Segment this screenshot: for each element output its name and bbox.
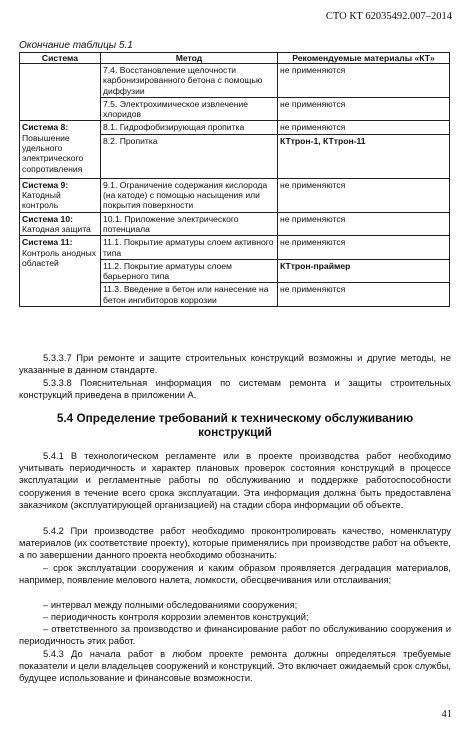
list-item: – периодичность контроля коррозии элементов конструкций; (43, 611, 309, 622)
system-cell (20, 64, 101, 121)
material-cell: не применяются (278, 236, 450, 260)
method-cell: 11.3. Введение в бетон или нанесение на бетон ингибиторов коррозии (101, 283, 278, 307)
method-cell: 9.1. Ограничение содержания кислорода (на катоде) с помощью насыщения или покрытия поверхности (101, 178, 278, 212)
material-product-name: КТтрон-1, КТтрон-11 (280, 135, 366, 146)
paragraph-5-4-1: 5.4.1 В технологическом регламенте или в проекте производства работ необходимо учитывать периодичность и характер плановых проверок состояния конструкций в процессе эксплуатации и регламентные работы по обслуживанию и поддержке работоспособности сооружения в течение всего срока эксплуатации. Эта информация должна быть предоставлена заказчиком (эксплуатирующей организацией) на стадии сбора информации об объекте. (19, 450, 451, 510)
method-cell: 8.2. Пропитка (101, 134, 278, 178)
list-item: – срок эксплуатации сооружения и каким образом проявляется деградация материалов, например, появление мелового налета, ломкости, обесцвечивания или отслаивания; (19, 562, 451, 586)
material-product-name: КТтрон-праймер (280, 260, 351, 271)
column-header-system: Система (20, 53, 101, 64)
material-cell (278, 134, 450, 178)
system-description: Повышение удельного электрического сопротивления (22, 132, 84, 174)
table-row (20, 236, 450, 260)
table-row (20, 121, 450, 134)
system-name: Система 11: (22, 237, 73, 248)
system-cell (20, 236, 101, 307)
material-cell: не применяются (278, 121, 450, 134)
table-header-row (20, 53, 450, 64)
material-cell (278, 259, 450, 283)
system-cell (20, 121, 101, 178)
paragraph-5-4-3: 5.4.3 До начала работ в любом проекте ремонта должны определяться требуемые показатели и цели владельцев сооружений и конструкций. Это включает ожидаемый срок службы, будущее использование и финансовые возможности. (19, 648, 451, 684)
method-cell: 11.2. Покрытие арматуры слоем барьерного типа (101, 259, 278, 283)
system-description: Контроль анодных областей (22, 247, 97, 268)
column-header-materials: Рекомендуемые материалы «КТ» (278, 53, 450, 64)
section-title: 5.4 Определение требований к техническому обслуживанию конструкций (56, 411, 414, 439)
document-code-header: СТО КТ 62035492.007–2014 (325, 11, 452, 22)
system-name: Система 10: (22, 213, 73, 224)
methods-table (19, 52, 450, 307)
method-cell: 7.5. Электрохимическое извлечение хлоридов (101, 97, 278, 121)
system-name: Система 9: (22, 179, 69, 190)
table-caption: Окончание таблицы 5.1 (19, 40, 133, 51)
page-number: 41 (441, 709, 452, 720)
paragraph-5-3-3-7: 5.3.3.7 При ремонте и защите строительных конструкций возможны и другие методы, не указанные в данном стандарте. (19, 352, 451, 376)
table-row (20, 64, 450, 98)
paragraph-5-3-3-8: 5.3.3.8 Пояснительная информация по системам ремонта и защиты строительных конструкций приведена в приложении А. (19, 377, 451, 401)
paragraph-5-4-2: 5.4.2 При производстве работ необходимо проконтролировать качество, номенклатуру материалов (их соответствие проекту), которые применялись при производстве работ на объекте, а по завершении данного проекта необходимо обозначить: (19, 525, 451, 561)
material-cell: не применяются (278, 283, 450, 307)
method-cell: 11.1. Покрытие арматуры слоем активного типа (101, 236, 278, 260)
system-description: Катодная защита (22, 223, 91, 234)
system-cell (20, 178, 101, 212)
column-header-method: Метод (101, 53, 278, 64)
list-item: – интервал между полными обследованиями сооружения; (43, 599, 298, 610)
material-cell: не применяются (278, 64, 450, 98)
list-item: – ответственного за производство и финансирование работ по обслуживанию сооружения и периодичность этих работ. (19, 623, 451, 647)
material-cell: не применяются (278, 97, 450, 121)
material-cell: не применяются (278, 212, 450, 236)
method-cell: 8.1. Гидрофобизирующая пропитка (101, 121, 278, 134)
table-row (20, 212, 450, 236)
system-cell (20, 212, 101, 236)
system-description: Катодный контроль (22, 190, 61, 211)
material-cell: не применяются (278, 178, 450, 212)
method-cell: 10.1. Приложение электрического потенциала (101, 212, 278, 236)
table-row (20, 178, 450, 212)
method-cell: 7.4. Восстановление щелочности карбонизированного бетона с помощью диффузии (101, 64, 278, 98)
system-name: Система 8: (22, 122, 69, 133)
